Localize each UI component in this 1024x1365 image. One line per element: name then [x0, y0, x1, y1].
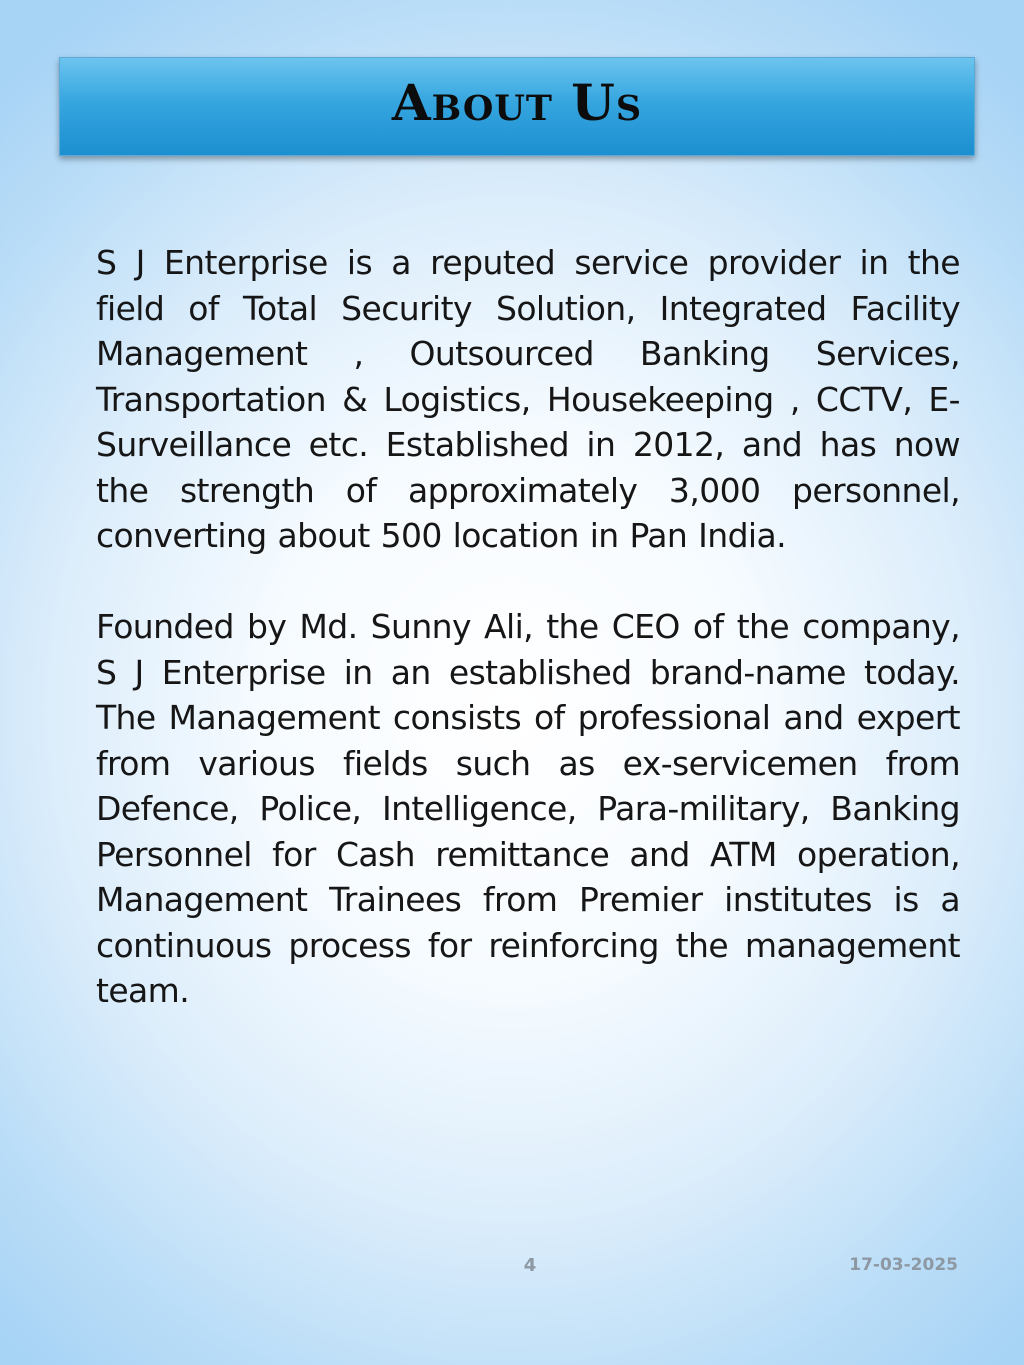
slide-date: 17-03-2025	[849, 1255, 958, 1275]
paragraph-founder: Founded by Md. Sunny Ali, the CEO of the company, S J Enterprise in an established brand-name today. The Management consists of professional and expert from various fields such as ex-servicemen from Defence, Police, Intelligence, Para-military, Banking Personnel for Cash remittance and ATM operation, Management Trainees from Premier institutes is a continuous process for reinforcing the management team.	[96, 607, 960, 1010]
slide-title: About Us	[391, 72, 643, 132]
page-number: 4	[523, 1255, 537, 1276]
slide-body	[96, 240, 960, 1014]
title-bar	[59, 57, 975, 156]
paragraph-intro: S J Enterprise is a reputed service provider in the field of Total Security Solution, Integrated Facility Management , Outsourced Banking Services, Transportation & Logistics, Housekeeping , CCTV, E- Surveillance etc. Established in 2012, and has now the strength of approximately 3,000 personnel, converting about 500 location in Pan India.	[96, 243, 960, 555]
